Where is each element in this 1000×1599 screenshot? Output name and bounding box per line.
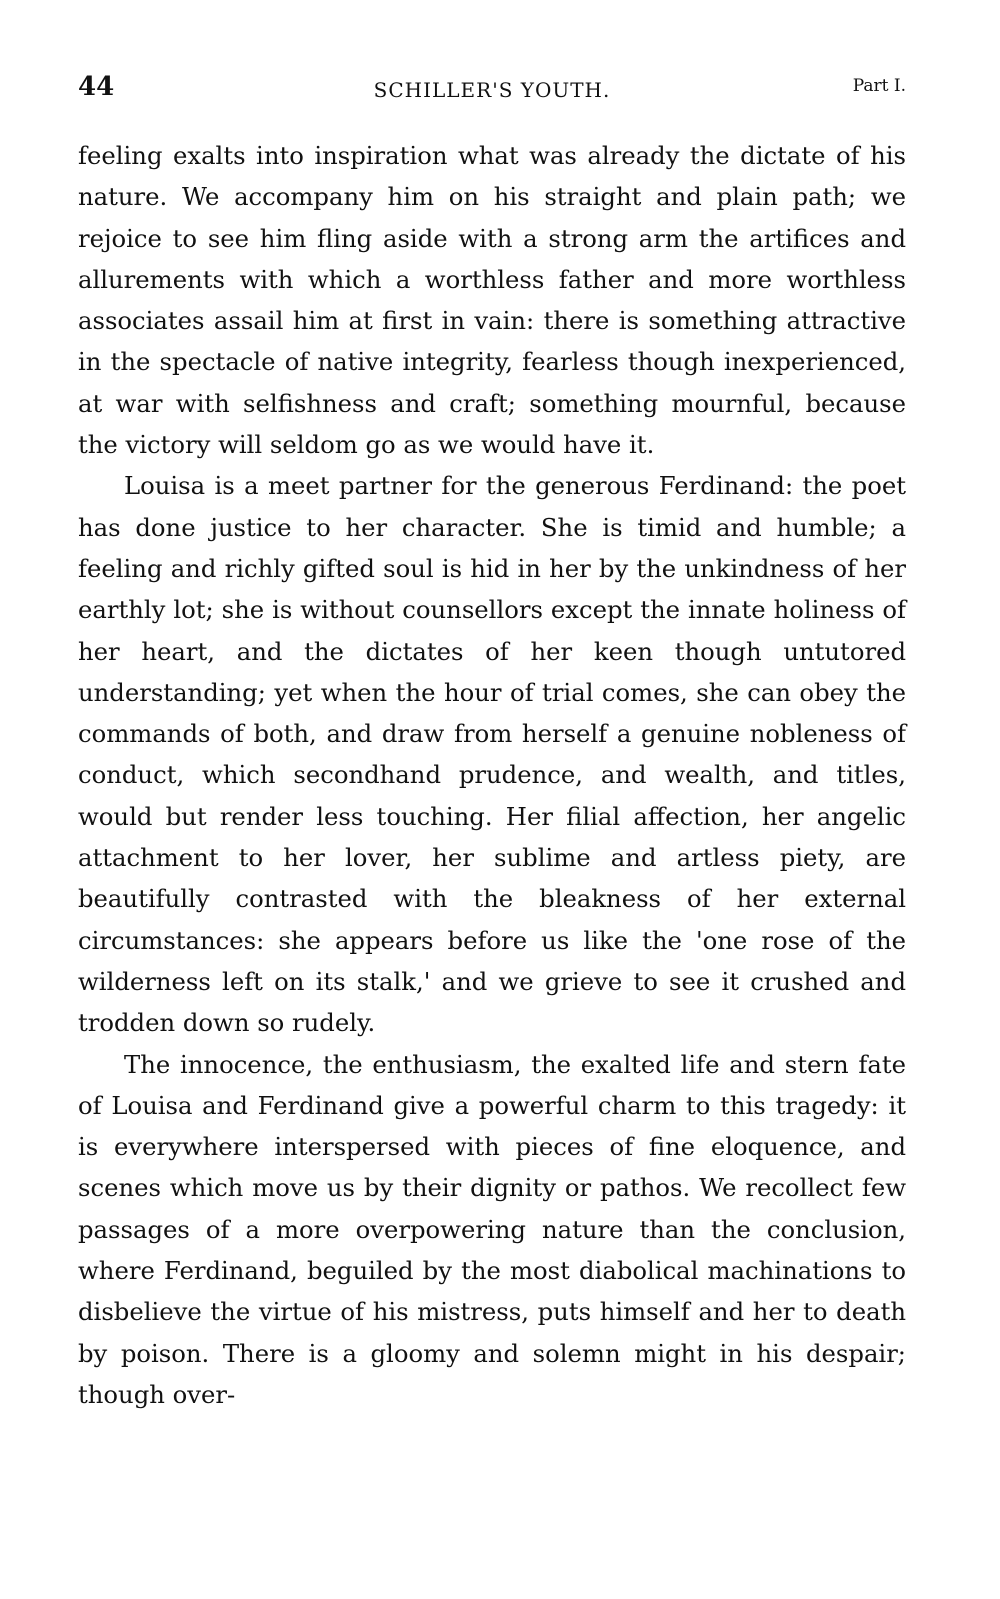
paragraph-1: feeling exalts into inspiration what was already the dictate of his nature. We accompany him on his straight and plain path; we rejoice to see him fling aside with a strong arm the artifices and allurements with which a worthless father and more worthless associates assail him at first in vain: there is something attractive in the spectacle of native integrity, fearless though inexperienced, at war with selfishness and craft; something mournful, because the victory will seldom go as we would have it. — [78, 141, 906, 460]
paragraph-3: The innocence, the enthusiasm, the exalted life and stern fate of Louisa and Ferdinand give a powerful charm to this tragedy: it is everywhere interspersed with pieces of fine eloquence, and scenes which move us by their dignity or pathos. We recollect few passages of a more overpowering nature than the conclusion, where Ferdinand, beguiled by the most diabolical machinations to disbelieve the virtue of his mistress, puts himself and her to death by poison. There is a gloomy and solemn might in his despair; though over- — [78, 1049, 906, 1409]
running-title: SCHILLER'S YOUTH. — [373, 78, 611, 102]
body-text — [78, 135, 906, 1415]
page-number: 44 — [78, 72, 115, 102]
part-label: Part I. — [852, 76, 906, 96]
page-header — [78, 72, 906, 112]
paragraph-2: Louisa is a meet partner for the generous Ferdinand: the poet has done justice to her character. She is timid and humble; a feeling and richly gifted soul is hid in her by the unkindness of her earthly lot; she is without counsellors except the innate holiness of her heart, and the dictates of her keen though untutored understanding; yet when the hour of trial comes, she can obey the commands of both, and draw from herself a genuine nobleness of conduct, which secondhand prudence, and wealth, and titles, would but render less touching. Her filial affection, her angelic attachment to her lover, her sublime and artless piety, are beautifully contrasted with the bleakness of her external circumstances: she appears before us like the 'one rose of the wilderness left on its stalk,' and we grieve to see it crushed and trodden down so rudely. — [78, 471, 906, 1038]
